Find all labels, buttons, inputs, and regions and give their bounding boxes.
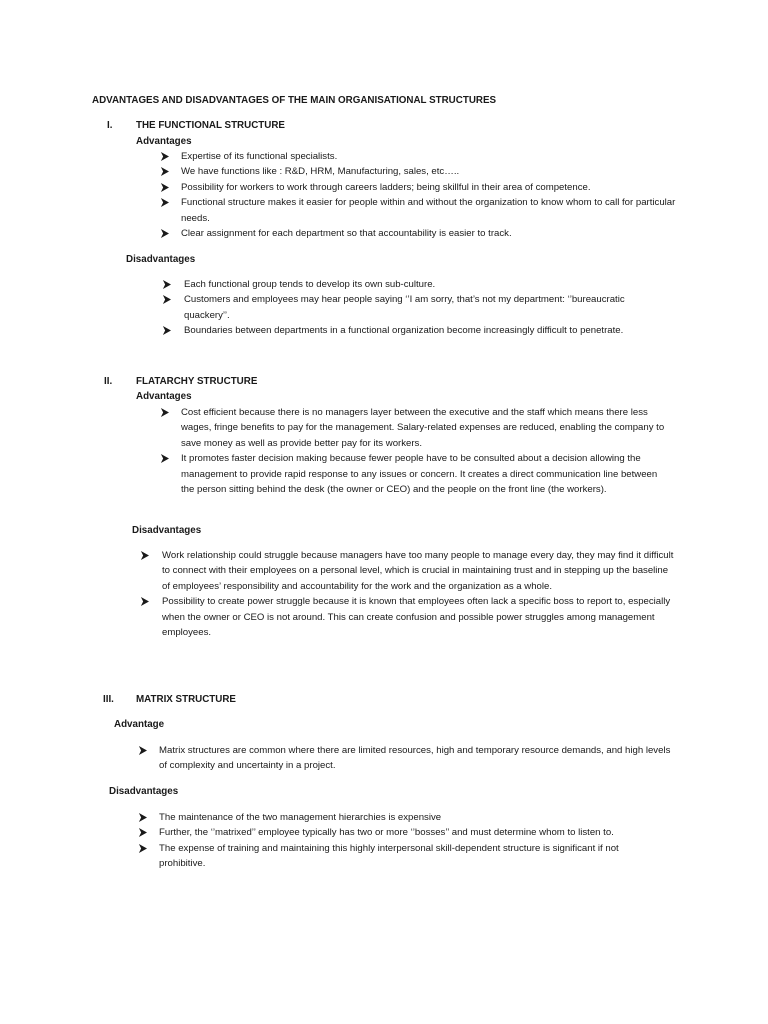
section-1-disadvantages-heading: Disadvantages bbox=[126, 254, 196, 265]
arrow-bullet-icon bbox=[160, 454, 169, 463]
arrow-bullet-icon bbox=[140, 551, 149, 560]
section-3-numeral: III. bbox=[103, 694, 114, 705]
list-item: The expense of training and maintaining this highly interpersonal skill-dependent structure is significant if not prohibitive. bbox=[138, 841, 649, 872]
section-2-title: FLATARCHY STRUCTURE bbox=[136, 376, 258, 387]
section-3-advantages-heading: Advantage bbox=[114, 719, 165, 730]
arrow-bullet-icon bbox=[162, 280, 171, 289]
arrow-bullet-icon bbox=[138, 844, 147, 853]
list-item: Possibility for workers to work through careers ladders; being skillful in their area of competence. bbox=[160, 180, 700, 195]
arrow-bullet-icon bbox=[160, 152, 169, 161]
section-1-advantages-list bbox=[160, 149, 700, 241]
list-item: We have functions like : R&D, HRM, Manufacturing, sales, etc….. bbox=[160, 164, 700, 179]
section-1-advantages-heading: Advantages bbox=[136, 136, 192, 147]
section-1-numeral: I. bbox=[107, 120, 113, 131]
arrow-bullet-icon bbox=[138, 813, 147, 822]
section-3-title: MATRIX STRUCTURE bbox=[136, 694, 236, 705]
list-item: Cost efficient because there is no managers layer between the executive and the staff which means there less wages, fringe benefits to pay for the management. Salary-related expenses are reduced, enabling the company to save money as well as provide better pay for its workers. bbox=[160, 405, 670, 451]
list-item: Clear assignment for each department so that accountability is easier to track. bbox=[160, 226, 700, 241]
arrow-bullet-icon bbox=[160, 229, 169, 238]
arrow-bullet-icon bbox=[160, 198, 169, 207]
list-item: Matrix structures are common where there are limited resources, high and temporary resource demands, and high levels of complexity and uncertainty in a project. bbox=[138, 743, 673, 774]
section-2-disadvantages-heading: Disadvantages bbox=[132, 525, 202, 536]
list-item: Work relationship could struggle because managers have too many people to manage every day, they may find it difficult to connect with their employees on a personal level, which is crucial in maintaining trust and in stepping up the baseline of employees’ responsibility and accountability for the work and the organization as a whole. bbox=[140, 548, 678, 594]
list-item: It promotes faster decision making because fewer people have to be consulted about a decision allowing the management to provide rapid response to any issues or concern. It creates a direct communication line between the person sitting behind the desk (the owner or CEO) and the people on the front line (the workers). bbox=[160, 451, 670, 497]
arrow-bullet-icon bbox=[138, 828, 147, 837]
section-2-advantages-list bbox=[160, 405, 670, 497]
list-item: The maintenance of the two management hierarchies is expensive bbox=[138, 810, 673, 825]
list-item: Further, the ‘’matrixed’’ employee typically has two or more ‘’bosses’’ and must determine whom to listen to. bbox=[138, 825, 673, 840]
list-item: Customers and employees may hear people saying ‘’I am sorry, that’s not my department: ‘’bureaucratic quackery’’. bbox=[162, 292, 664, 323]
list-item: Each functional group tends to develop its own sub-culture. bbox=[162, 277, 682, 292]
arrow-bullet-icon bbox=[160, 408, 169, 417]
arrow-bullet-icon bbox=[138, 746, 147, 755]
arrow-bullet-icon bbox=[162, 295, 171, 304]
list-item: Expertise of its functional specialists. bbox=[160, 149, 700, 164]
arrow-bullet-icon bbox=[162, 326, 171, 335]
section-2-advantages-heading: Advantages bbox=[136, 391, 192, 402]
document-title: ADVANTAGES AND DISADVANTAGES OF THE MAIN ORGANISATIONAL STRUCTURES bbox=[92, 95, 497, 106]
section-2-disadvantages-list bbox=[140, 548, 678, 640]
section-1-title: THE FUNCTIONAL STRUCTURE bbox=[136, 120, 285, 131]
arrow-bullet-icon bbox=[160, 183, 169, 192]
section-3-disadvantages-list bbox=[138, 810, 673, 872]
section-2-numeral: II. bbox=[104, 376, 113, 387]
section-3-disadvantages-heading: Disadvantages bbox=[109, 786, 179, 797]
arrow-bullet-icon bbox=[160, 167, 169, 176]
arrow-bullet-icon bbox=[140, 597, 149, 606]
section-1-disadvantages-list bbox=[162, 277, 682, 339]
list-item: Possibility to create power struggle because it is known that employees often lack a specific boss to report to, especially when the owner or CEO is not around. This can create confusion and possible power struggles among management employees. bbox=[140, 594, 678, 640]
section-3-advantages-list bbox=[138, 743, 673, 774]
list-item: Boundaries between departments in a functional organization become increasingly difficult to penetrate. bbox=[162, 323, 682, 338]
list-item: Functional structure makes it easier for people within and without the organization to know whom to call for particular needs. bbox=[160, 195, 676, 226]
